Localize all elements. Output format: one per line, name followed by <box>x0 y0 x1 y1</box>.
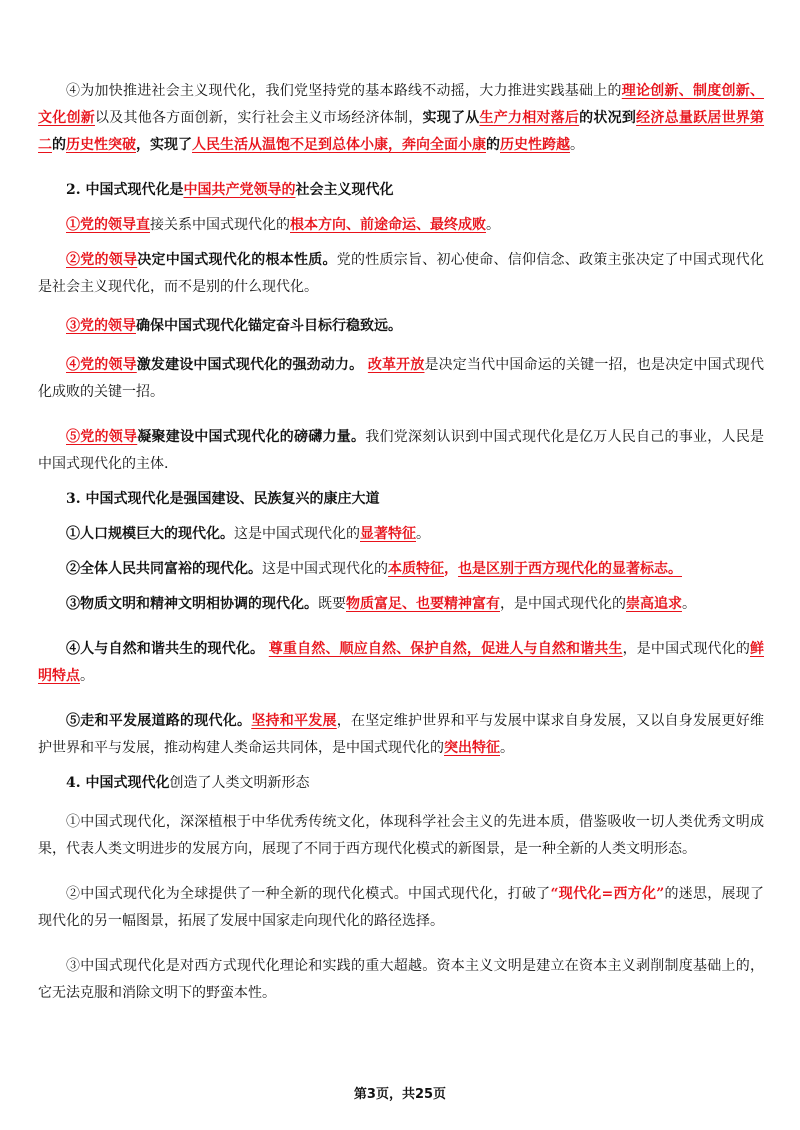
highlight-text: 鲜明特点 <box>38 641 765 684</box>
bold-text: 实现了从 <box>422 110 480 126</box>
bold-text: ，实现了 <box>136 137 192 153</box>
section-3-heading <box>38 486 764 513</box>
highlight-text: 也是区别于西方现代化的显著标志。 <box>458 561 682 577</box>
section-2-heading <box>38 177 764 204</box>
paragraph-party-line <box>38 78 764 159</box>
highlight-text: 历史性突破 <box>66 137 136 153</box>
highlight-text: 人民生活从温饱不足到总体小康，奔向全面小康 <box>192 137 486 153</box>
text: ，在坚定维护世界和平与发展中谋求自身发展，又以自身发展更好维护世界和平与发展，推动构建人类命运共同体，是中国式现代化的 <box>38 713 764 756</box>
text: 。 <box>500 740 514 756</box>
section-4-point-3 <box>38 953 764 1007</box>
highlight-text: 改革开放 <box>367 357 425 373</box>
section-3-point-3 <box>38 591 764 618</box>
text: 党的性质宗旨、初心使命、信仰信念、政策主张决定了中国式现代化是社会主义现代化，而不是别的什么现代化。 <box>38 252 764 295</box>
highlight-text: 中国共产党领导的 <box>183 182 296 198</box>
section-3-point-2 <box>38 556 764 583</box>
text: 接关系中国式现代化的 <box>150 217 290 233</box>
bold-text: 激发建设中国式现代化的强劲动力。 <box>136 357 364 373</box>
section-4-heading <box>38 770 764 797</box>
text: ，是中国式现代化的 <box>500 596 626 612</box>
section-4-point-1: ①中国式现代化，深深植根于中华优秀传统文化，体现科学社会主义的先进本质，借鉴吸收一切人类优秀文明成果，代表人类文明进步的发展方向，展现了不同于西方现代化模式的新图景，是一种全新的人类文明形态。 <box>38 814 764 857</box>
section-3-point-4 <box>38 636 764 690</box>
highlight-text: “现代化=西方化” <box>550 886 665 902</box>
bold-text: ⑤走和平发展道路的现代化。 <box>66 713 252 729</box>
section-2-point-5 <box>38 424 764 478</box>
bold-text: 确保中国式现代化锚定奋斗目标行稳致远。 <box>136 318 402 334</box>
highlight-text: 生产力相对落后 <box>479 110 580 126</box>
highlight-text: 显著特征 <box>360 526 416 542</box>
bold-text: 的 <box>486 137 500 153</box>
section-2-point-3 <box>38 313 764 340</box>
highlight-text: 突出特征 <box>444 740 500 756</box>
text: 既要 <box>318 596 346 612</box>
text: 这是中国式现代化的 <box>262 561 388 577</box>
page-number-footer: 第3页，共25页 <box>353 1087 447 1102</box>
highlight-text: 物质富足、也要精神富有 <box>346 596 500 612</box>
text: ④为加快推进社会主义现代化，我们党坚持党的基本路线不动摇，大力推进实践基础上的 <box>66 83 622 99</box>
text: ③中国式现代化是对西方式现代化理论和实践的重大超越。 <box>66 958 437 974</box>
section-2-point-1 <box>38 212 764 239</box>
highlight-text: 本质特征 <box>388 561 444 577</box>
text: 。 <box>682 596 696 612</box>
heading-text: 3. 中国式现代化是强国建设、民族复兴的康庄大道 <box>66 491 380 507</box>
text: 。 <box>80 668 94 684</box>
bold-text: 决定中国式现代化的根本性质。 <box>137 252 337 268</box>
highlight-text: 崇高追求 <box>626 596 682 612</box>
section-2-point-4 <box>38 352 764 406</box>
text: 我们党深刻认识到中国式现代化是亿万人民自己的事业，人民是中国式现代化的主体. <box>38 429 764 472</box>
bold-text: ②全体人民共同富裕的现代化。 <box>66 561 262 577</box>
bold-text: 的 <box>52 137 66 153</box>
bold-text: ④人与自然和谐共生的现代化。 <box>66 641 265 657</box>
highlight-text: 经济总量跃居世界第二 <box>38 110 765 153</box>
text: ②中国式现代化为全球提供了一种全新的现代化模式。中国式现代化，打破了 <box>66 886 551 902</box>
highlight-text: ③党的领导 <box>66 318 136 334</box>
section-2-point-2 <box>38 247 764 301</box>
section-4-point-2 <box>38 881 764 935</box>
highlight-text: ②党的领导 <box>66 252 138 268</box>
highlight-text: 理论创新、制度创新、文化创新 <box>38 83 764 126</box>
highlight-text: 坚持和平发展 <box>251 713 337 729</box>
section-3-point-1 <box>38 521 764 548</box>
text: ， <box>444 561 458 577</box>
text: 的迷思，展现了现代化的另一幅图景，拓展了发展中国家走向现代化的路径选择。 <box>38 886 765 929</box>
document-page <box>38 78 764 1007</box>
bold-text: 凝聚建设中国式现代化的磅礴力量。 <box>137 429 366 445</box>
heading-text: 4. 中国式现代化 <box>66 775 170 791</box>
highlight-text: 历史性跨越 <box>500 137 570 153</box>
text: 这是中国式现代化的 <box>234 526 360 542</box>
highlight-text: ①党的领导直 <box>66 217 150 233</box>
text: 以及其他各方面创新，实行社会主义市场经济体制， <box>94 110 423 126</box>
highlight-text: ⑤党的领导 <box>66 429 138 445</box>
heading-text: 社会主义现代化 <box>295 182 394 198</box>
text: 资本主义文明是建立在资本主义剥削制度基础上的，它无法克服和消除文明下的野蛮本性。 <box>38 958 764 1001</box>
section-3-point-5 <box>38 708 764 762</box>
text: 。 <box>570 137 584 153</box>
bold-text: 的状况到 <box>579 110 637 126</box>
highlight-text: 尊重自然、顺应自然、保护自然，促进人与自然和谐共生 <box>268 641 623 657</box>
heading-text: 2. 中国式现代化是 <box>66 182 184 198</box>
heading-text: 创造了人类文明新形态 <box>169 775 310 791</box>
bold-text: ③物质文明和精神文明相协调的现代化。 <box>66 596 318 612</box>
text: 。 <box>416 526 430 542</box>
bold-text: ①人口规模巨大的现代化。 <box>66 526 234 542</box>
highlight-text: 根本方向、前途命运、最终成败 <box>290 217 486 233</box>
text: 。 <box>486 217 500 233</box>
text: 是决定当代中国命运的关键一招，也是决定中国式现代化成败的关键一招。 <box>38 357 765 400</box>
text: ，是中国式现代化的 <box>622 641 751 657</box>
highlight-text: ④党的领导 <box>66 357 137 373</box>
